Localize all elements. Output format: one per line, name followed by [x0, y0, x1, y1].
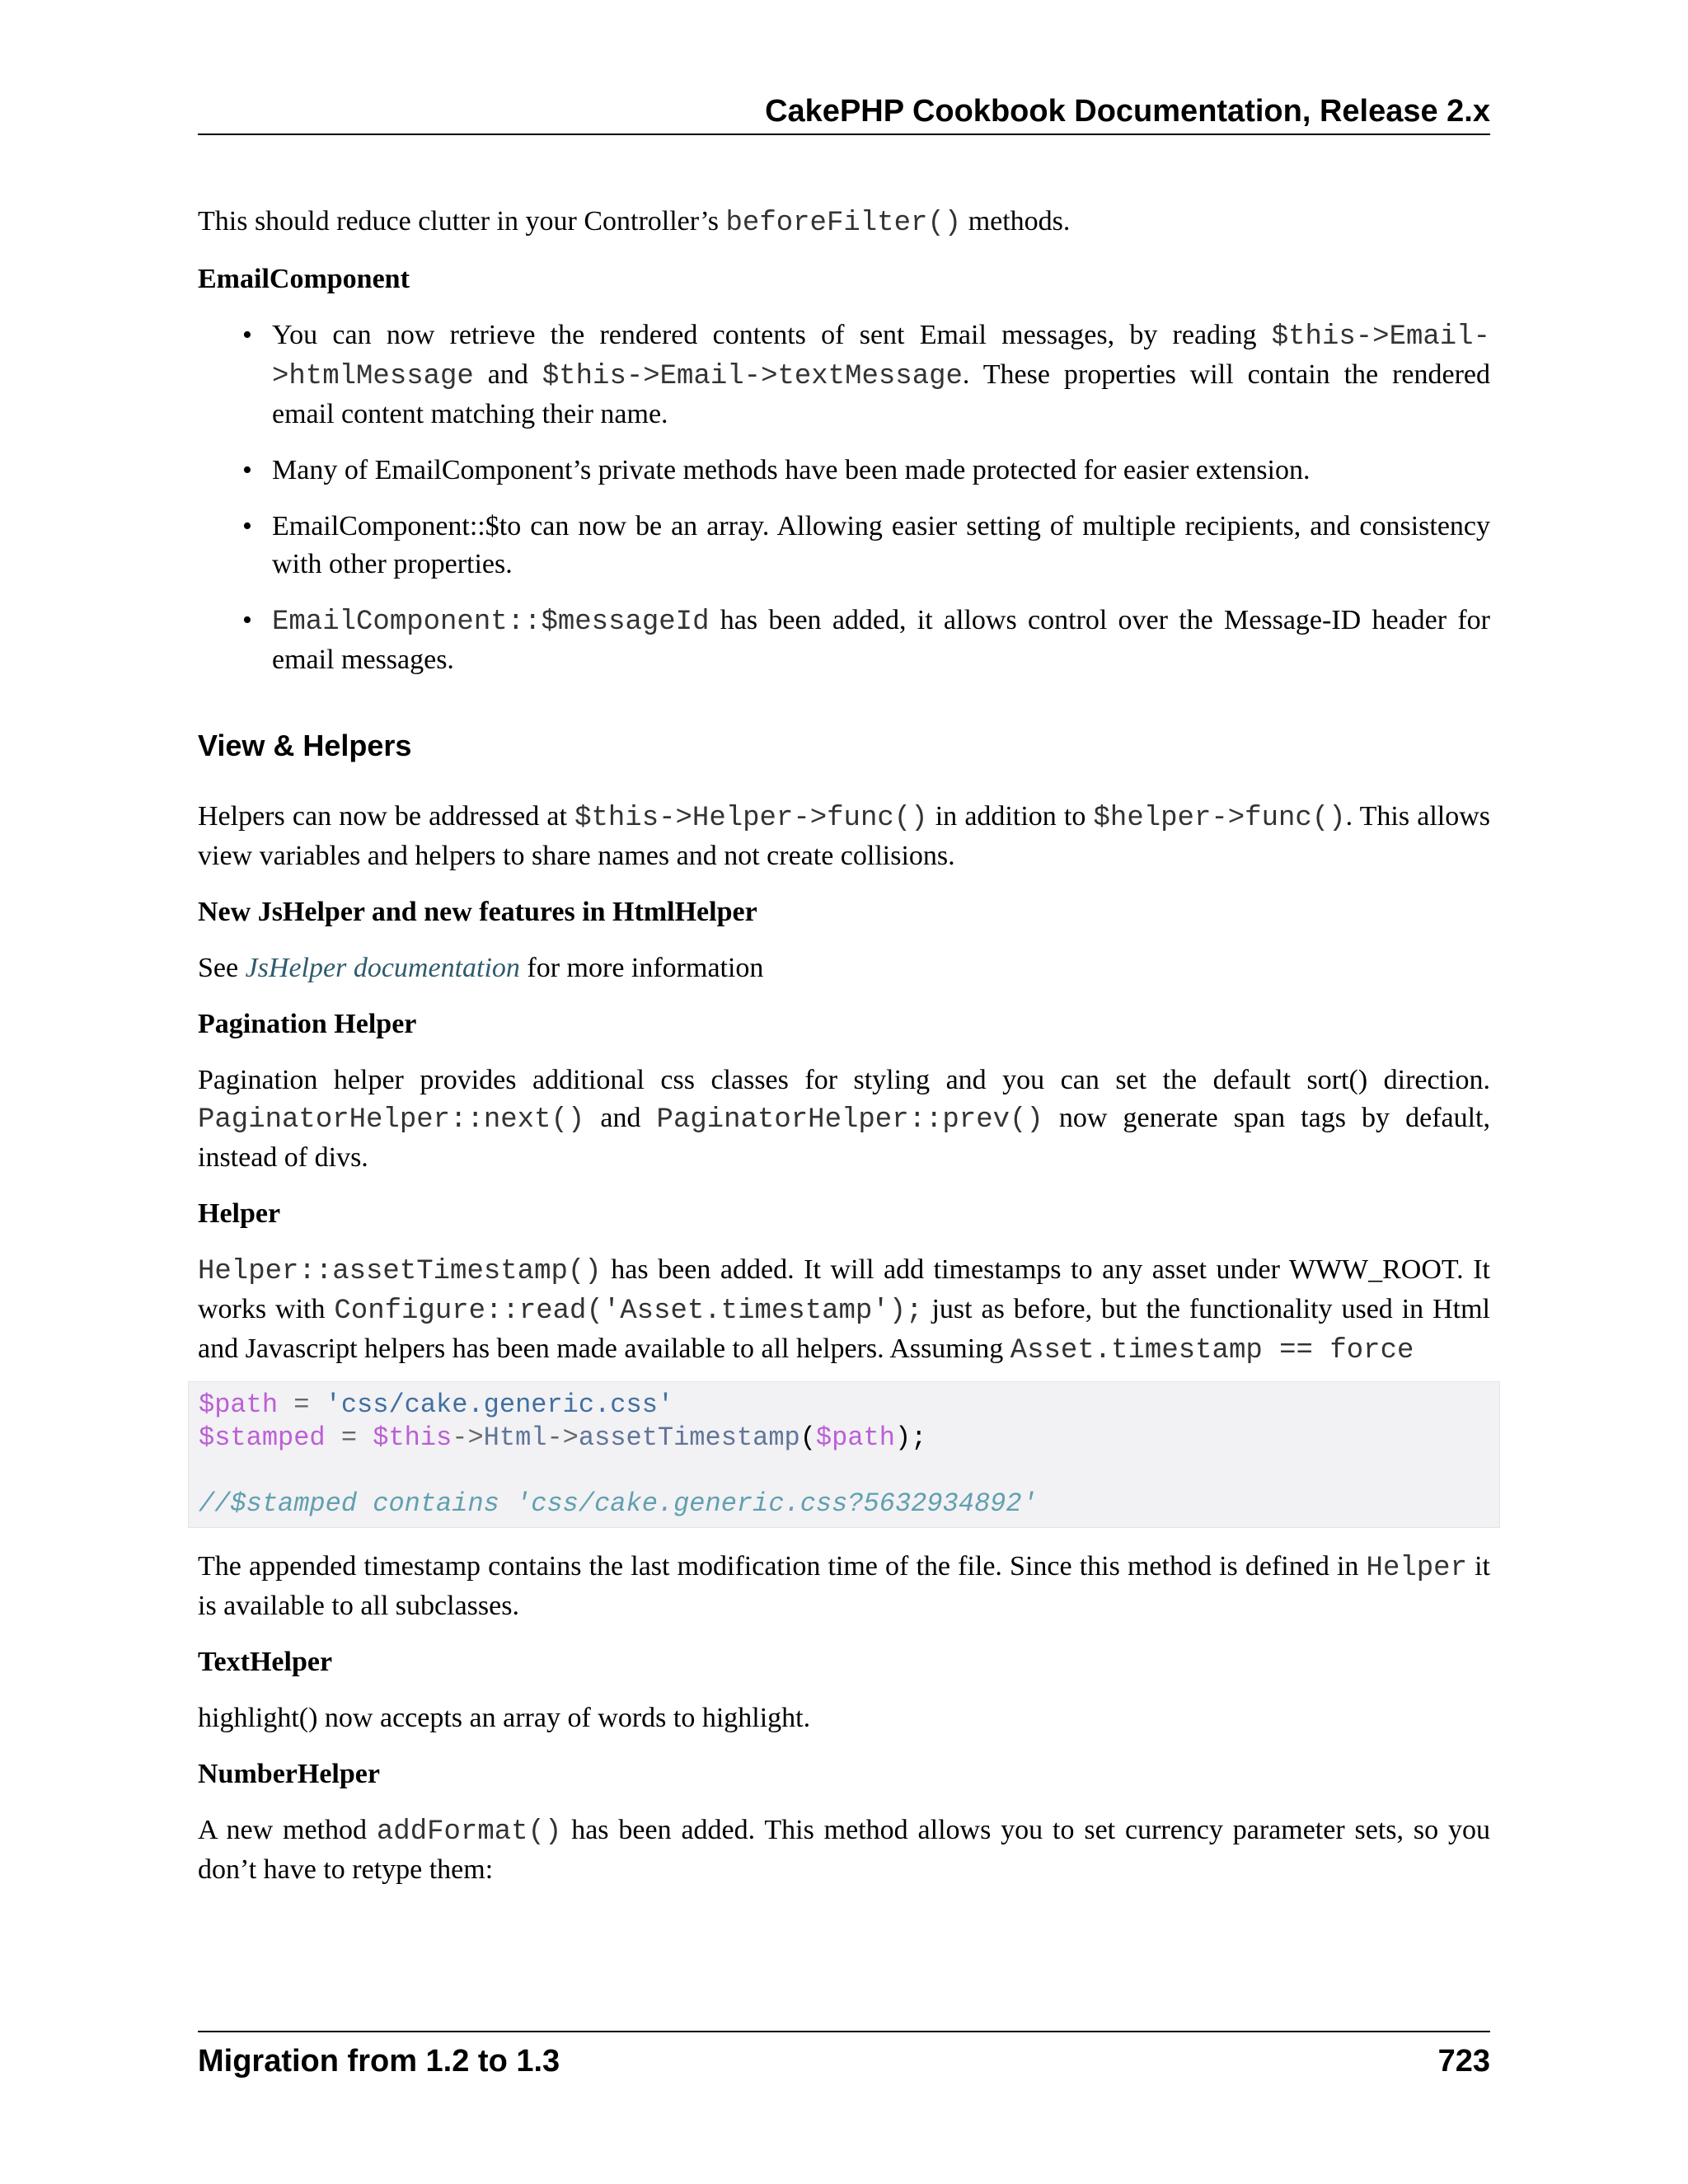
- inline-code: Configure::read('Asset.timestamp');: [334, 1296, 923, 1327]
- footer-section-title: Migration from 1.2 to 1.3: [198, 2044, 560, 2079]
- jshelper-paragraph: See JsHelper documentation for more information: [198, 953, 764, 983]
- timestamp-paragraph: The appended timestamp contains the last modification time of the file. Since this method is defined in Helper it is available to all subclasses.: [198, 1551, 1490, 1621]
- heading-numberhelper: NumberHelper: [198, 1759, 380, 1789]
- heading-jshelper: New JsHelper and new features in HtmlHelper: [198, 897, 757, 927]
- code-line: $path = 'css/cake.generic.css': [199, 1390, 674, 1420]
- list-item: • EmailComponent::$to can now be an array. Allowing easier setting of multiple recipients, and consistency with other properties.: [272, 508, 1490, 583]
- intro-paragraph: This should reduce clutter in your Controller’s beforeFilter() methods.: [198, 206, 1071, 239]
- inline-code: addFormat(): [376, 1816, 562, 1848]
- helper-paragraph: Helper::assetTimestamp() has been added. It will add timestamps to any asset under WWW_ROOT. It works with Configure::read('Asset.timestamp'); just as before, but the functionality used in Html and Javascript helpers has been made available to all helpers. Assuming Asset.timestamp == force: [198, 1254, 1490, 1366]
- list-item: • EmailComponent::$messageId has been added, it allows control over the Message-ID header for email messages.: [272, 602, 1490, 679]
- inline-code: $this->Email->textMessage: [542, 361, 963, 392]
- inline-code: Helper::assetTimestamp(): [198, 1256, 602, 1287]
- code-line-blank: [199, 1455, 1489, 1488]
- page-number: 723: [1437, 2044, 1490, 2079]
- inline-code: beforeFilter(): [725, 208, 962, 239]
- numberhelper-paragraph: A new method addFormat() has been added. This method allows you to set currency parameter sets, so you don’t have to retype them:: [198, 1815, 1490, 1885]
- inline-code: $helper->func(): [1093, 803, 1346, 834]
- running-header: [198, 89, 1490, 135]
- heading-email-component: EmailComponent: [198, 264, 410, 294]
- running-footer: [198, 2031, 1490, 2083]
- code-line: //$stamped contains 'css/cake.generic.css?5632934892': [199, 1488, 1038, 1519]
- section-heading-view-helpers: View & Helpers: [198, 729, 412, 762]
- code-block: [188, 1381, 1500, 1528]
- page-content: [198, 203, 1490, 1907]
- heading-pagination-helper: Pagination Helper: [198, 1009, 417, 1039]
- inline-code: Asset.timestamp == force: [1010, 1335, 1414, 1366]
- inline-code: $this->Helper->func(): [574, 803, 928, 834]
- heading-helper: Helper: [198, 1198, 281, 1229]
- jshelper-documentation-link[interactable]: JsHelper documentation: [245, 953, 520, 983]
- pagination-paragraph: Pagination helper provides additional css classes for styling and you can set the default sort() direction. PaginatorHelper::next() and PaginatorHelper::prev() now generate span tags by default, instead of divs.: [198, 1065, 1490, 1173]
- inline-code: PaginatorHelper::next(): [198, 1104, 585, 1136]
- inline-code: Helper: [1366, 1553, 1467, 1584]
- list-item: • You can now retrieve the rendered contents of sent Email messages, by reading $this->Email->htmlMessage and $this->Email->textMessage. These properties will contain the rendered email content matching their name.: [272, 316, 1490, 434]
- list-item: • Many of EmailComponent’s private methods have been made protected for easier extension.: [272, 452, 1490, 490]
- code-line: $stamped = $this->Html->assetTimestamp($path);: [199, 1422, 927, 1453]
- inline-code: PaginatorHelper::prev(): [656, 1104, 1043, 1136]
- texthelper-paragraph: highlight() now accepts an array of words to highlight.: [198, 1703, 811, 1733]
- heading-texthelper: TextHelper: [198, 1647, 333, 1677]
- email-component-list: [198, 316, 1490, 679]
- inline-code: EmailComponent::$messageId: [272, 607, 710, 638]
- view-helpers-paragraph: Helpers can now be addressed at $this->Helper->func() in addition to $helper->func(). This allows view variables and helpers to share names and not create collisions.: [198, 801, 1491, 871]
- running-title: CakePHP Cookbook Documentation, Release 2.x: [765, 94, 1490, 129]
- inline-code: $this->Email->htmlMessage: [272, 321, 1490, 392]
- document-page: [198, 0, 1490, 2184]
